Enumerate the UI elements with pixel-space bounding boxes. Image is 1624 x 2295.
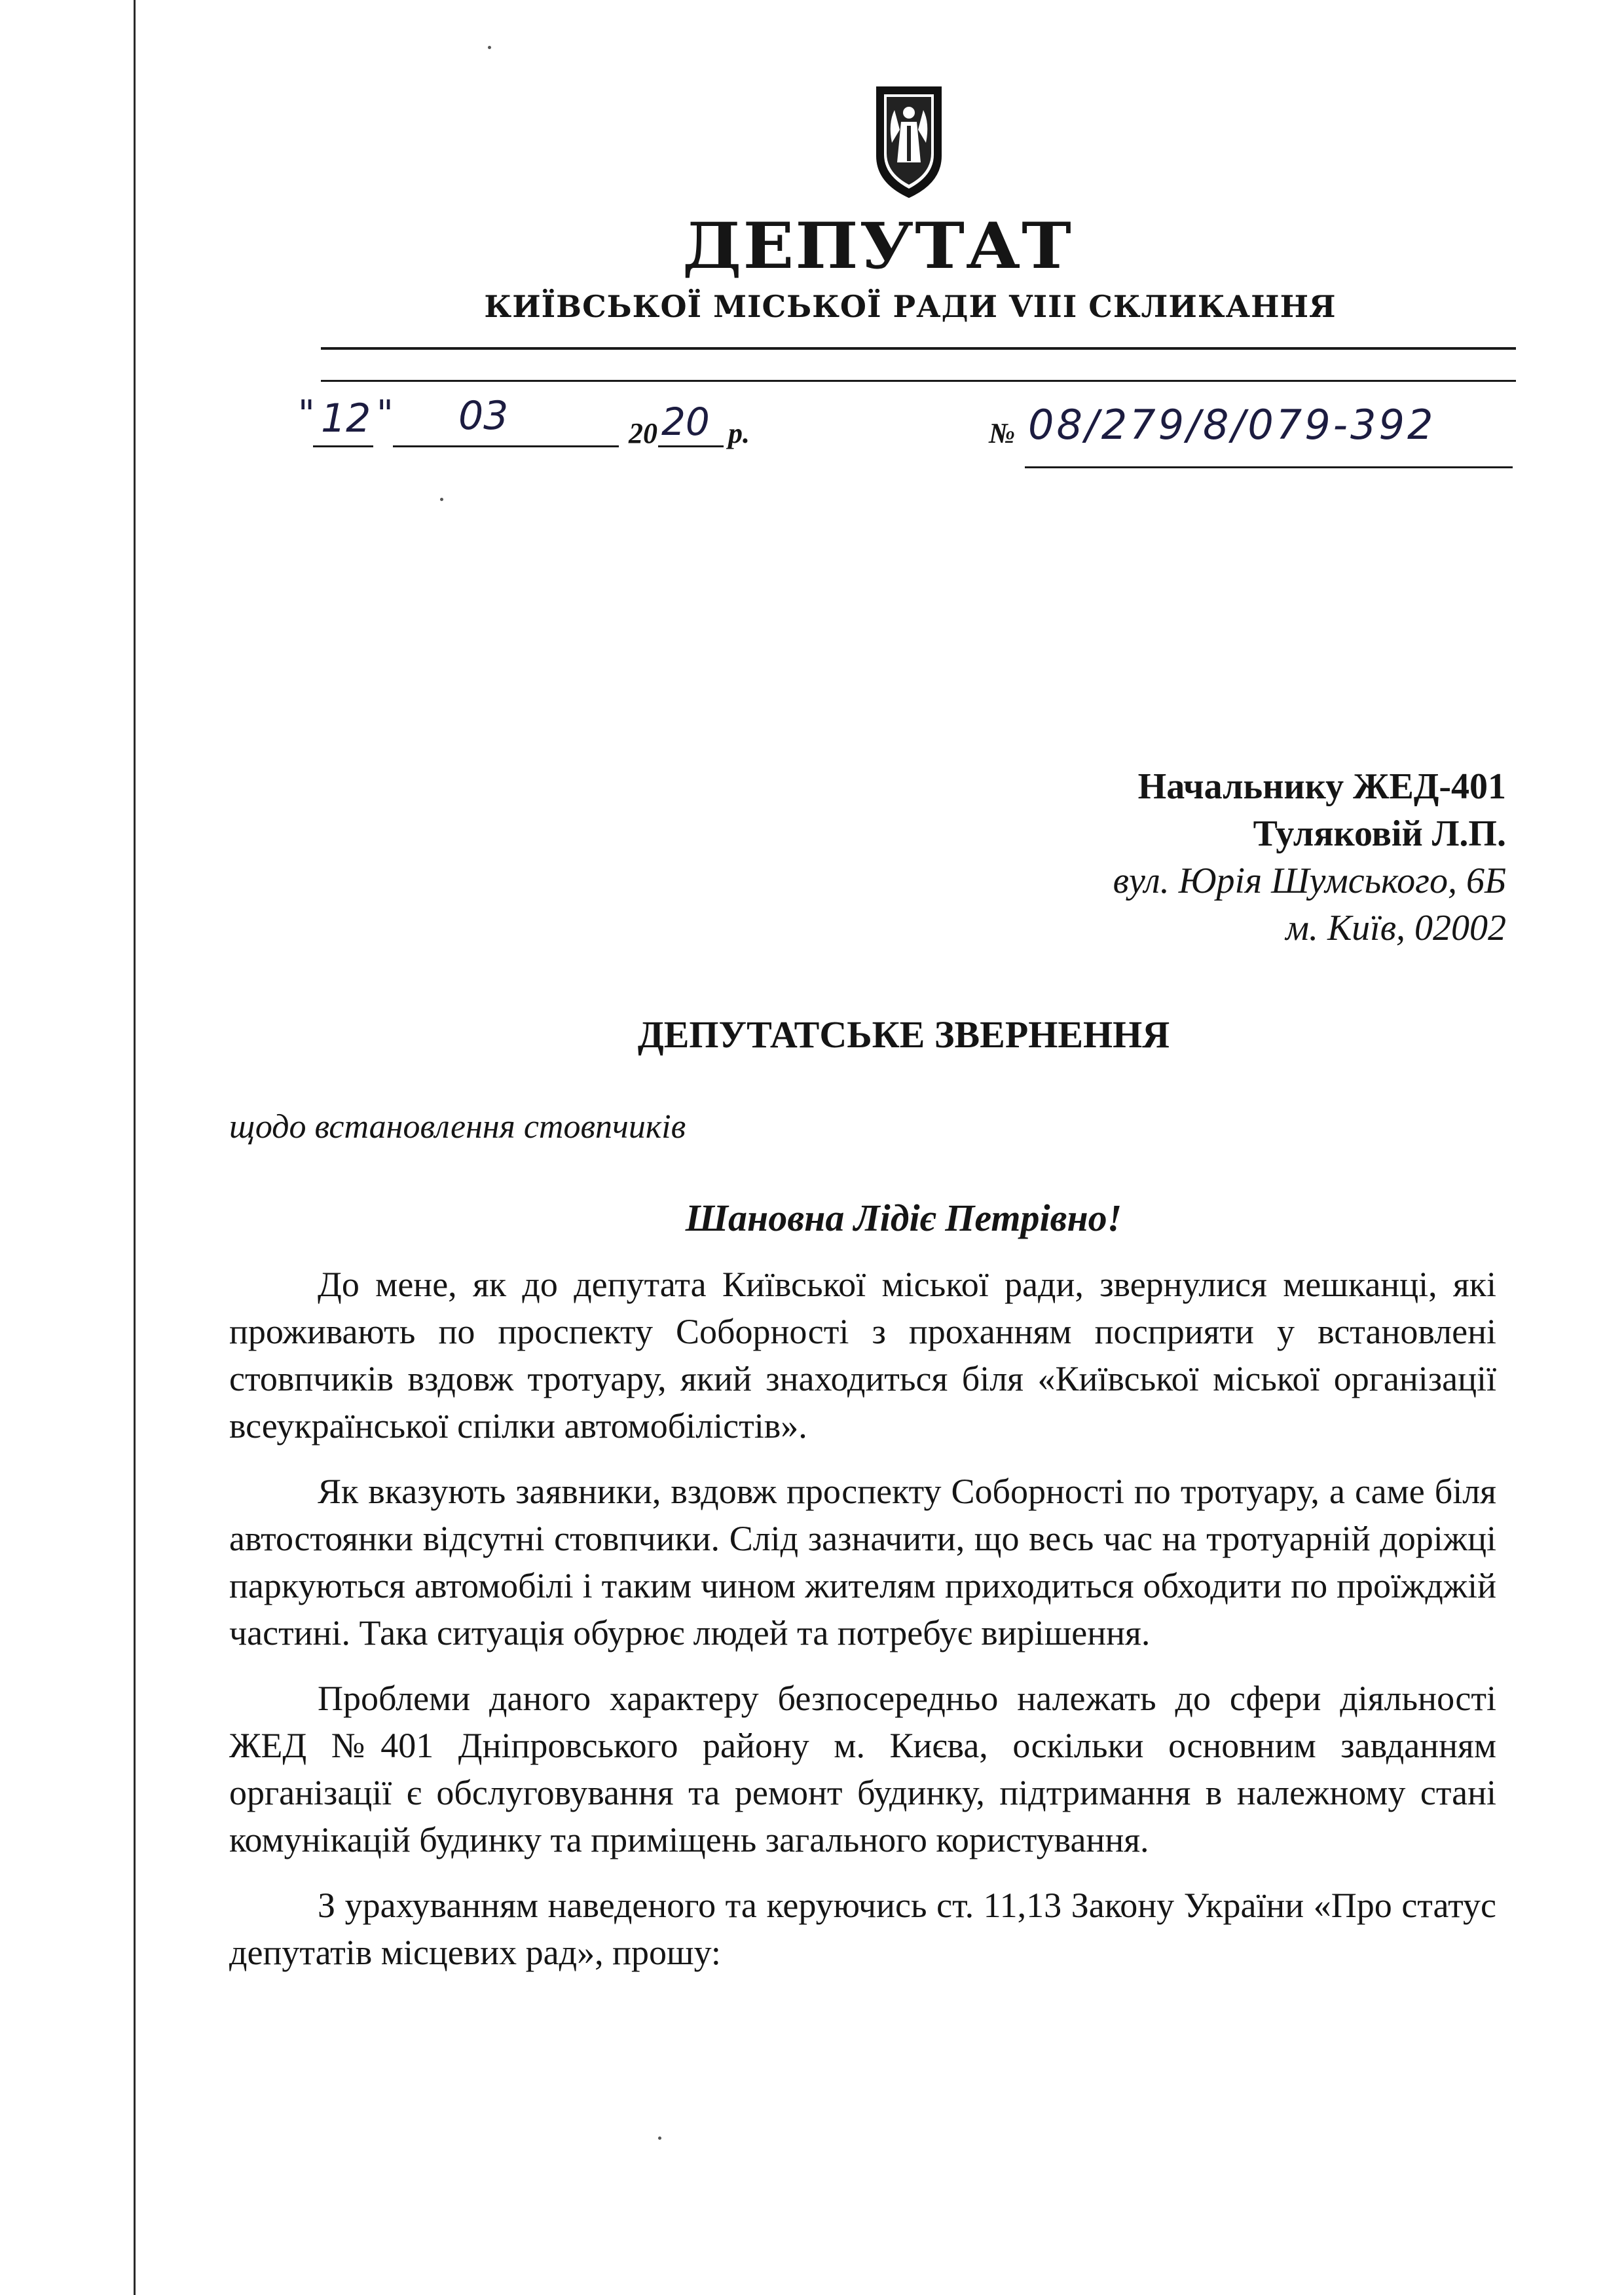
scan-speck [440,498,443,501]
recipient-street: вул. Юрія Шумського, 6Б [1113,861,1506,901]
recipient-city: м. Київ, 02002 [1285,908,1506,948]
date-day-underline [313,445,373,447]
recipient-position: Начальнику ЖЕД-401 [1137,766,1506,807]
salutation: Шановна Лідіє Петрівно! [685,1197,1122,1239]
header-divider-top [321,347,1516,350]
header-divider-bottom [321,380,1516,382]
date-year-prefix: 20 [629,417,657,449]
date-close-quote: " [377,393,394,436]
letter-body [229,1261,1496,1994]
date-open-quote: " [298,393,315,436]
date-year-underline [658,445,724,447]
date-month-underline [393,445,619,447]
reg-number-underline [1025,466,1513,468]
header-subtitle: КИЇВСЬКОЇ МІСЬКОЇ РАДИ VIII СКЛИКАННЯ [484,289,1337,324]
recipient-block [786,763,1506,952]
date-day: 12 [321,396,371,441]
scan-speck [658,2136,661,2140]
body-paragraph: Проблеми даного характеру безпосередньо належать до сфери діяльності ЖЕД №401 Дніпровського району м. Києва, оскільки основним завданням організації є обслуговування та ремонт будинку, підтримання в належному стані комунікацій будинку та приміщень загального користування. [229,1679,1496,1859]
body-paragraph: З урахуванням наведеного та керуючись ст. 11,13 Закону України «Про статус депутатів місцевих рад», прошу: [229,1886,1496,1972]
reg-number: 08/279/8/079-392 [1028,401,1436,449]
date-month: 03 [458,393,509,439]
scan-speck [488,46,491,49]
page-margin-line [134,0,136,2295]
date-year-suffix: 20 [661,400,710,444]
reg-number-label: № [989,417,1016,449]
header-title: ДЕПУТАТ [682,209,1073,283]
document-subject: щодо встановлення стовпчиків [229,1108,686,1146]
body-paragraph: До мене, як до депутата Київської міської ради, звернулися мешканці, які проживають по проспекту Соборності з проханням посприяти у встановлені стовпчиків вздовж тротуару, який знаходиться біля «Київської міської організації всеукраїнської спілки автомобілістів». [229,1265,1496,1446]
document-title: ДЕПУТАТСЬКЕ ЗВЕРНЕННЯ [637,1013,1170,1056]
kyiv-coat-of-arms-icon [875,84,943,199]
body-paragraph: Як вказують заявники, вздовж проспекту Соборності по тротуару, а саме біля автостоянки відсутні стовпчики. Слід зазначити, що весь час на тротуарній доріжці паркуються автомобілі і таким чином жителям приходиться обходити по проїжджій частині. Така ситуація обурює людей та потребує вирішення. [229,1472,1496,1652]
date-year-unit: р. [728,417,750,449]
recipient-name: Туляковій Л.П. [1253,813,1506,854]
